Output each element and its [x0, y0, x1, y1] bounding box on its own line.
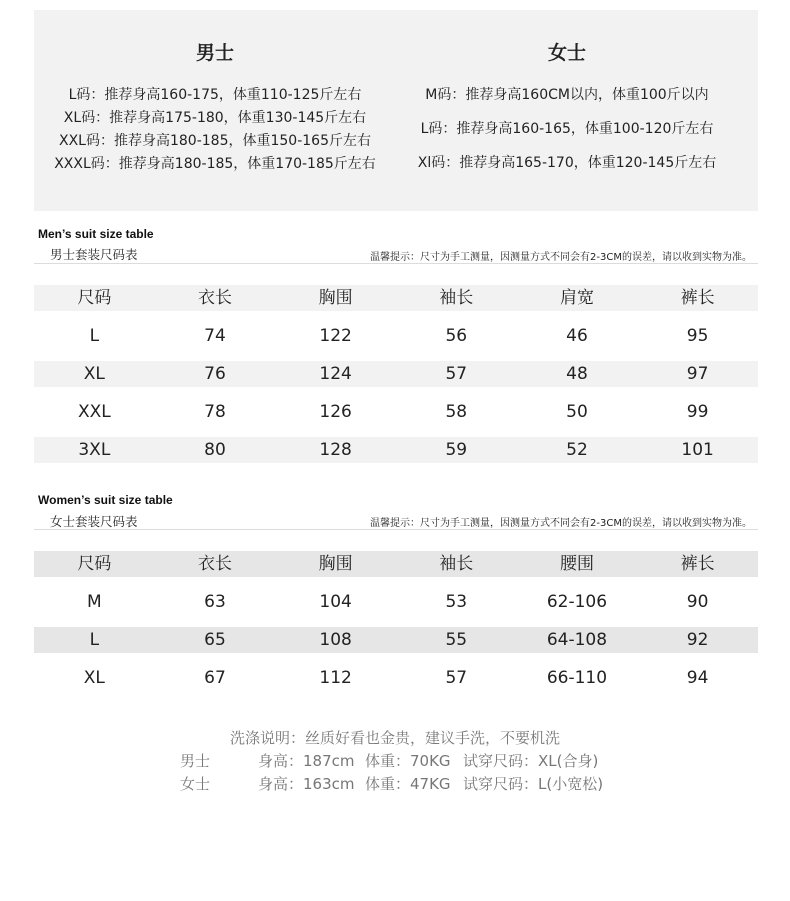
table-cell: 66-110: [546, 668, 608, 688]
table-cell: 64-108: [546, 630, 608, 650]
table-cell: 108: [319, 630, 352, 650]
table-cell: 55: [445, 630, 468, 650]
table-row: [34, 361, 758, 387]
column-header: 胸围: [318, 288, 353, 308]
table-row: [34, 399, 758, 425]
table-row: [34, 437, 758, 463]
men-recommendation-line: XXXL码：推荐身高180-185，体重170-185斤左右: [54, 156, 376, 172]
model-gender: 女士: [180, 775, 211, 793]
table-cell: 122: [319, 326, 352, 346]
divider: [34, 263, 758, 264]
model-height: 身高：163cm: [258, 775, 355, 793]
table-cell: 126: [319, 402, 352, 422]
model-trial-size: 试穿尺码：L(小宽松): [463, 775, 604, 793]
table-cell: 57: [445, 364, 468, 384]
care-and-model-notes: [0, 726, 790, 796]
table-cell: 128: [319, 440, 352, 460]
women-table-title-cn: 女士套装尺码表: [50, 514, 138, 529]
table-row: [34, 665, 758, 691]
table-cell: 80: [204, 440, 226, 460]
table-cell: 67: [204, 668, 226, 688]
table-cell: XL: [83, 364, 105, 384]
table-cell: 78: [204, 402, 226, 422]
table-cell: 63: [204, 592, 226, 612]
model-weight: 体重：47KG: [365, 775, 451, 793]
table-header-row: [34, 551, 758, 577]
column-header: 袖长: [439, 288, 474, 308]
table-cell: 46: [566, 326, 588, 346]
column-header: 胸围: [318, 554, 353, 574]
table-cell: XL: [83, 668, 105, 688]
table-cell: 94: [686, 668, 709, 688]
women-measurement-tip: 温馨提示：尺寸为手工测量，因测量方式不同会有2-3CM的误差，请以收到实物为准。: [370, 518, 752, 529]
men-recommendation-line: L码：推荐身高160-175，体重110-125斤左右: [68, 87, 362, 103]
column-header: 尺码: [77, 288, 112, 308]
model-weight: 体重：70KG: [365, 752, 451, 770]
model-trial-size: 试穿尺码：XL(合身): [463, 752, 599, 770]
women-recommendation-title: 女士: [547, 42, 586, 64]
men-table-title-en: Men’s suit size table: [38, 227, 154, 241]
table-cell: 48: [566, 364, 588, 384]
women-recommendation-line: Xl码：推荐身高165-170，体重120-145斤左右: [417, 155, 717, 171]
table-cell: XXL: [77, 402, 111, 422]
table-cell: 52: [566, 440, 588, 460]
table-cell: 101: [681, 440, 714, 460]
men-recommendation-title: 男士: [195, 42, 234, 64]
table-cell: L: [89, 630, 100, 650]
table-cell: 76: [204, 364, 226, 384]
men-recommendation-line: XXL码：推荐身高180-185，体重150-165斤左右: [59, 133, 371, 149]
table-cell: 50: [566, 402, 588, 422]
size-recommendation-panel: [34, 10, 758, 211]
table-cell: 95: [686, 326, 709, 346]
model-info-row: [0, 773, 790, 796]
table-cell: 62-106: [546, 592, 608, 612]
column-header: 衣长: [197, 288, 232, 308]
women-recommendation-line: M码：推荐身高160CM以内，体重100斤以内: [425, 87, 709, 103]
model-height: 身高：187cm: [258, 752, 355, 770]
column-header: 裤长: [680, 554, 715, 574]
women-size-table: [34, 551, 758, 691]
table-cell: 57: [445, 668, 468, 688]
column-header: 袖长: [439, 554, 474, 574]
table-cell: 65: [204, 630, 226, 650]
column-header: 腰围: [559, 554, 594, 574]
model-info-row: [0, 750, 790, 773]
table-row: [34, 323, 758, 349]
model-gender: 男士: [180, 752, 211, 770]
table-cell: M: [86, 592, 102, 612]
table-cell: 99: [686, 402, 709, 422]
column-header: 尺码: [77, 554, 112, 574]
men-measurement-tip: 温馨提示：尺寸为手工测量，因测量方式不同会有2-3CM的误差，请以收到实物为准。: [370, 252, 752, 263]
table-cell: 104: [319, 592, 352, 612]
table-cell: 124: [319, 364, 352, 384]
column-header: 裤长: [680, 288, 715, 308]
table-cell: 112: [319, 668, 352, 688]
men-recommendation-line: XL码：推荐身高175-180，体重130-145斤左右: [63, 110, 367, 126]
table-header-row: [34, 285, 758, 311]
men-size-table: [34, 285, 758, 463]
table-cell: 56: [445, 326, 468, 346]
women-table-title-en: Women’s suit size table: [38, 493, 173, 507]
table-cell: 90: [686, 592, 709, 612]
column-header: 衣长: [197, 554, 232, 574]
table-row: [34, 627, 758, 653]
men-table-title-cn: 男士套装尺码表: [50, 247, 138, 262]
table-cell: 59: [445, 440, 468, 460]
table-row: [34, 589, 758, 615]
women-recommendation-line: L码：推荐身高160-165，体重100-120斤左右: [420, 121, 714, 137]
table-cell: 74: [204, 326, 226, 346]
divider: [34, 529, 758, 530]
table-cell: 3XL: [78, 440, 111, 460]
wash-instructions: 洗涤说明：丝质好看也金贵，建议手洗，不要机洗: [229, 729, 560, 747]
column-header: 肩宽: [559, 288, 594, 308]
table-cell: 58: [445, 402, 468, 422]
table-cell: 53: [445, 592, 468, 612]
table-cell: L: [89, 326, 100, 346]
table-cell: 92: [686, 630, 709, 650]
table-cell: 97: [686, 364, 709, 384]
